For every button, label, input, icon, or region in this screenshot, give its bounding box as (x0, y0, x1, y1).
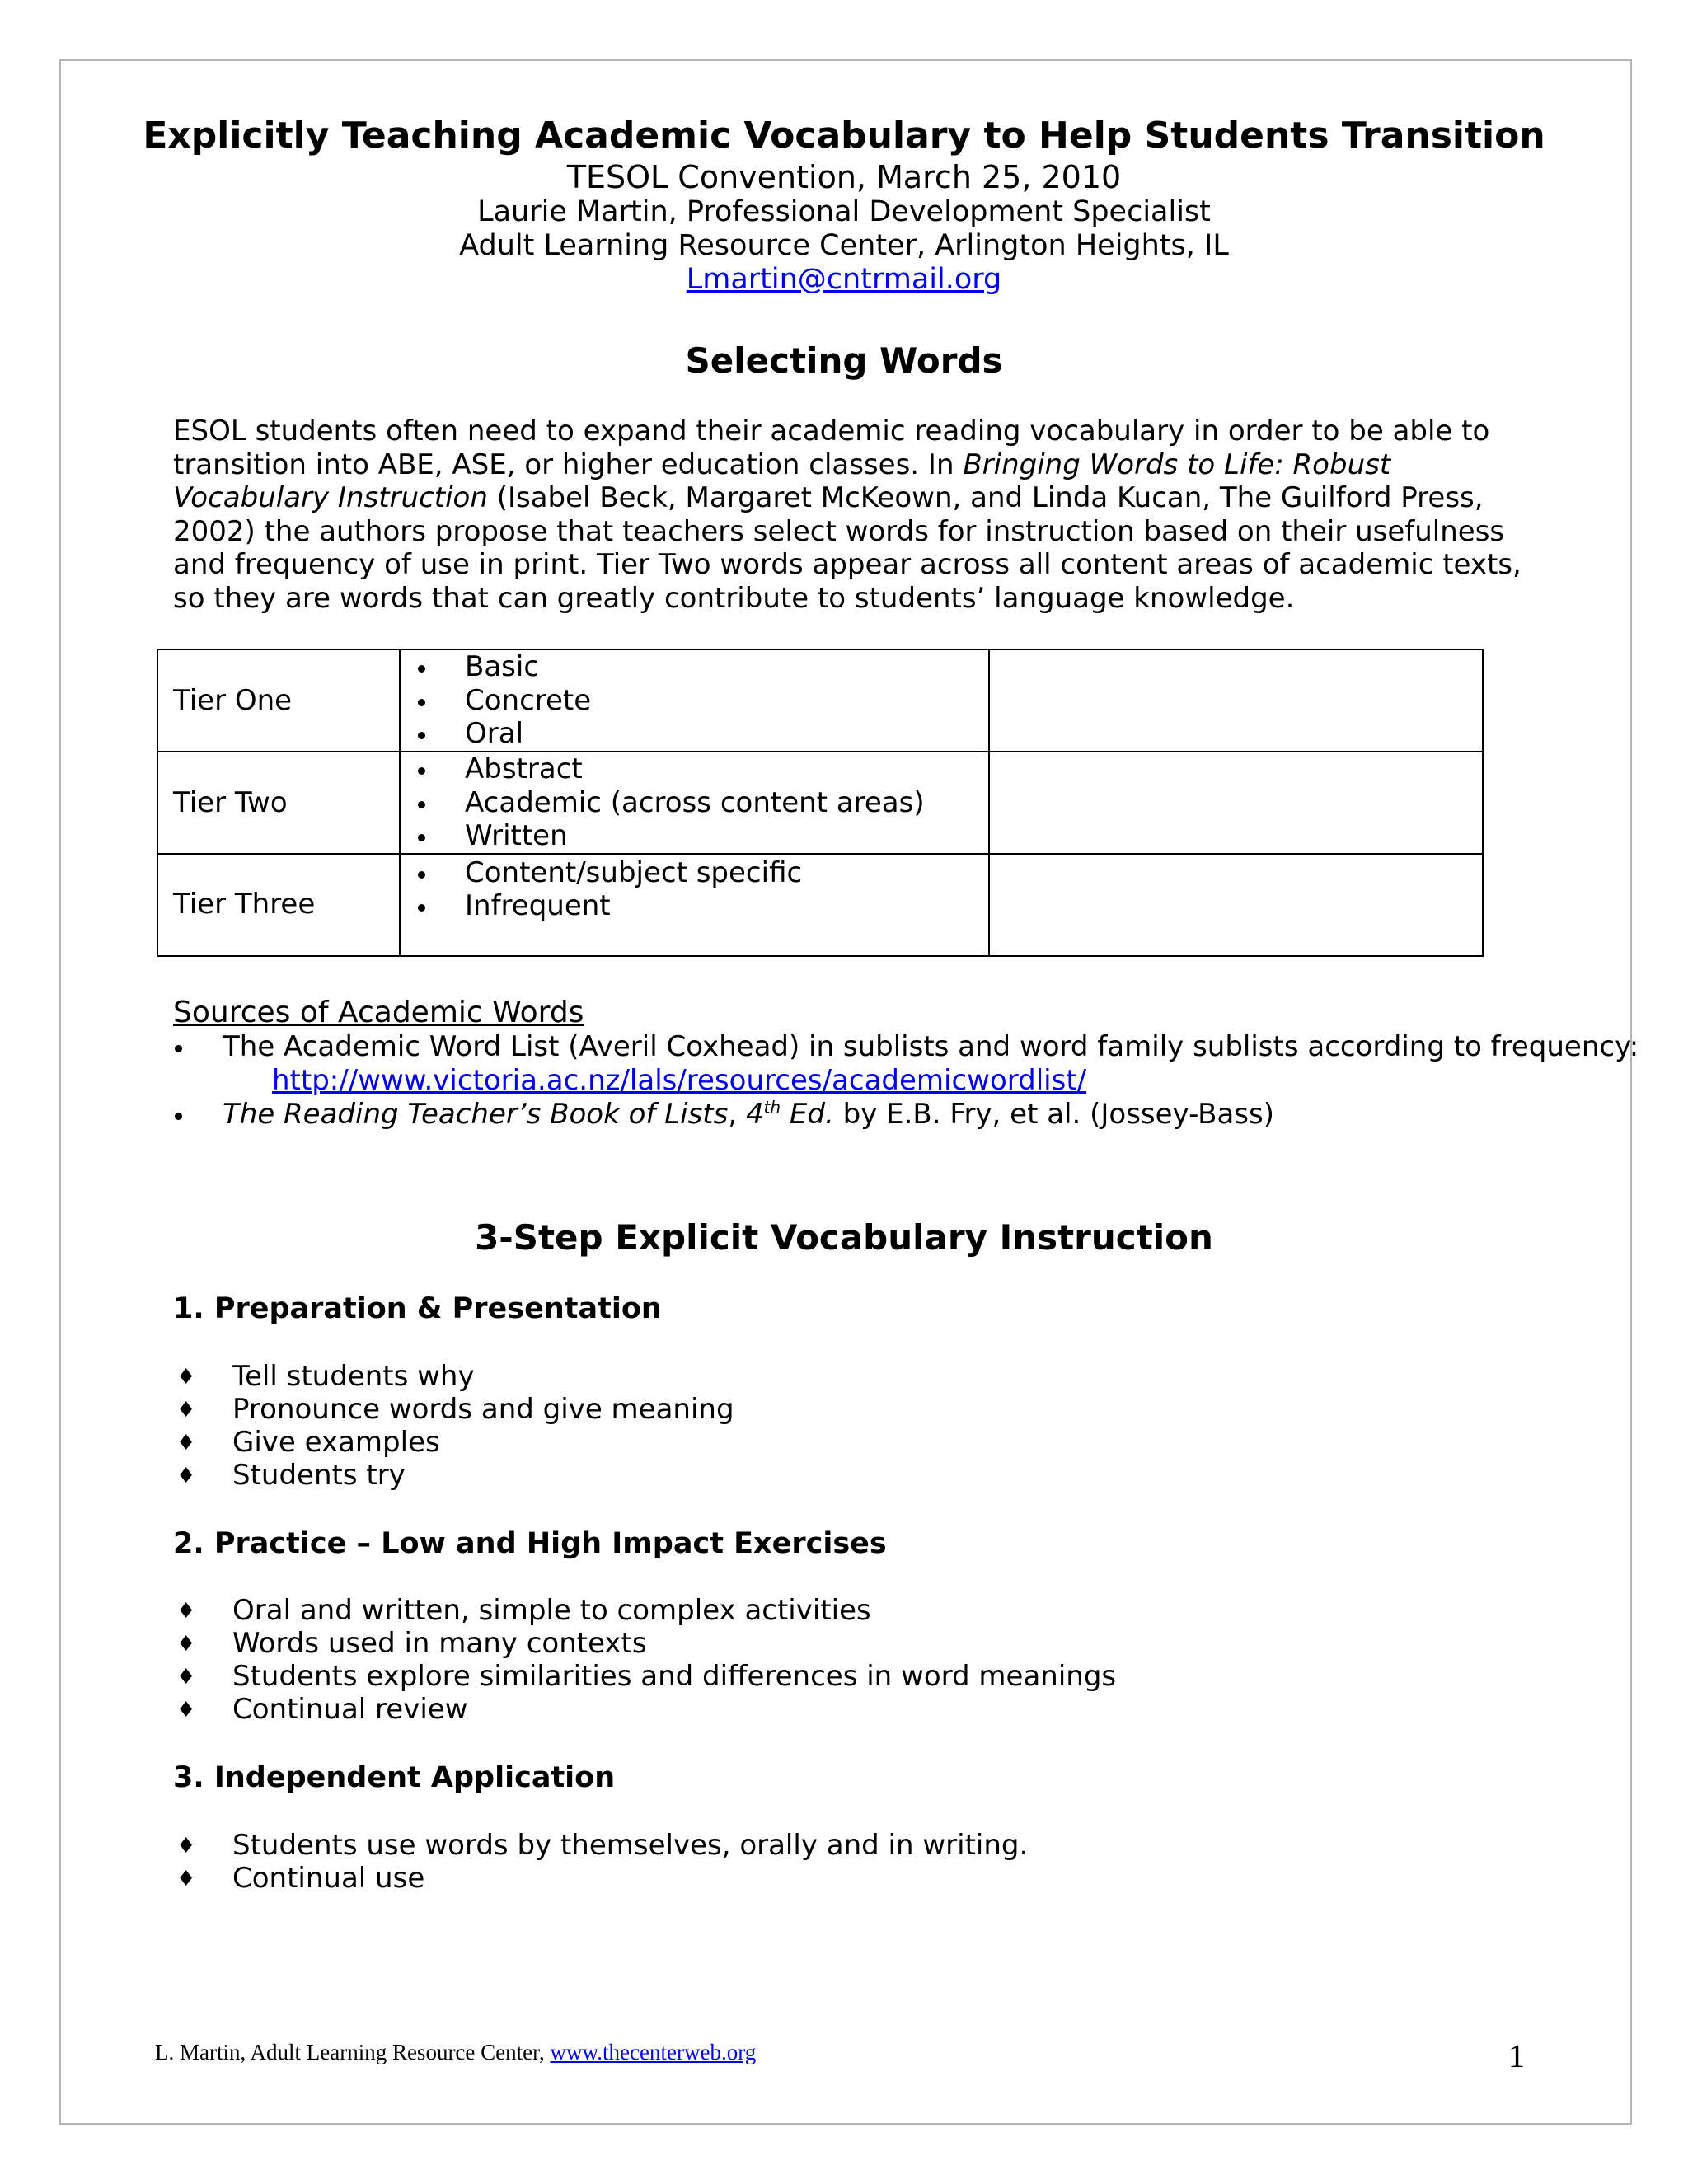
event-line: TESOL Convention, March 25, 2010 (566, 159, 1122, 195)
tier-item: Content/subject specific (401, 856, 988, 890)
diamond-bullet-icon: ♦ (176, 1365, 196, 1390)
tier-row-two (157, 752, 1483, 854)
footer-text: L. Martin, Adult Learning Resource Center, (155, 2040, 551, 2064)
section-title-three-step: 3-Step Explicit Vocabulary Instruction (475, 1217, 1213, 1258)
tier-item: Basic (401, 650, 988, 684)
section-title-selecting-words: Selecting Words (685, 340, 1003, 381)
tier-item: Oral (401, 717, 988, 751)
diamond-bullet-icon: ♦ (176, 1632, 196, 1657)
intro-paragraph (173, 415, 1525, 615)
tier-item: Academic (across content areas) (401, 786, 988, 820)
tier-notes-cell (989, 649, 1483, 752)
tier-name-cell: Tier One (157, 649, 400, 752)
tier-table (157, 649, 1484, 957)
step-heading-3: 3. Independent Application (173, 1761, 616, 1794)
tier-notes-cell (989, 752, 1483, 854)
book-credit: by E.B. Fry, et al. (Jossey-Bass) (833, 1098, 1274, 1131)
diamond-bullet-icon: ♦ (176, 1464, 196, 1488)
diamond-bullet-icon: ♦ (176, 1599, 196, 1624)
tier-notes-cell (989, 854, 1483, 956)
email-link[interactable]: Lmartin@cntrmail.org (686, 263, 1002, 296)
awl-link[interactable]: http://www.victoria.ac.nz/lals/resources/academicwordlist/ (272, 1064, 1087, 1097)
source-item-text: The Reading Teacher’s Book of Lists, 4th Ed. by E.B. Fry, et al. (Jossey-Bass) (223, 1097, 1274, 1131)
step-heading-2: 2. Practice – Low and High Impact Exercises (173, 1527, 887, 1560)
tier-characteristics-cell (400, 854, 989, 956)
book-title: The Reading Teacher’s Book of Lists (223, 1098, 729, 1131)
bullet-dot (175, 1045, 182, 1052)
tier-item: Infrequent (401, 889, 988, 923)
diamond-bullet-icon: ♦ (176, 1698, 196, 1722)
diamond-bullet-icon: ♦ (176, 1867, 196, 1891)
tier-item: Concrete (401, 684, 988, 718)
tier-row-one (157, 649, 1483, 752)
tier-characteristics-cell (400, 649, 989, 752)
organization-line: Adult Learning Resource Center, Arlington Heights, IL (459, 229, 1229, 262)
document-title: Explicitly Teaching Academic Vocabulary to Help Students Transition (143, 115, 1545, 157)
book-edition: 4th Ed. (745, 1097, 834, 1131)
diamond-bullet-icon: ♦ (176, 1834, 196, 1858)
tier-name-cell: Tier Three (157, 854, 400, 956)
intro-book-title: Bringing Words to Life: Robust Vocabulary Instruction (173, 448, 1391, 514)
tier-row-three (157, 854, 1483, 956)
tier-item: Abstract (401, 752, 988, 786)
source-item-text: The Academic Word List (Averil Coxhead) in sublists and word family sublists according to frequency: (223, 1030, 1639, 1063)
diamond-bullet-icon: ♦ (176, 1431, 196, 1455)
page-number: 1 (1508, 2037, 1525, 2074)
email-link-wrap (0, 260, 1688, 298)
diamond-bullet-icon: ♦ (176, 1665, 196, 1690)
tier-name-cell: Tier Two (157, 752, 400, 854)
tier-item: Written (401, 819, 988, 853)
author-line: Laurie Martin, Professional Development Specialist (477, 195, 1211, 228)
sources-heading: Sources of Academic Words (173, 996, 584, 1029)
footer-website-link[interactable]: www.thecenterweb.org (550, 2040, 757, 2064)
step-heading-1: 1. Preparation & Presentation (173, 1292, 662, 1325)
intro-text-1: ESOL students often need to expand their academic reading vocabulary in order to be able to transition into ABE, ASE, or higher education classes. In (173, 415, 1490, 481)
intro-text-2: (Isabel Beck, Margaret McKeown, and Linda Kucan, The Guilford Press, 2002) the authors propose that teachers select words for instruction based on their usefulness and frequency of use in print. Tier Two words appear across all content areas of academic texts, so they are words that can greatly contribute to students’ language knowledge. (173, 481, 1522, 615)
bullet-dot (175, 1113, 182, 1120)
page-footer (155, 2038, 756, 2066)
diamond-bullet-icon: ♦ (176, 1398, 196, 1422)
tier-characteristics-cell (400, 752, 989, 854)
